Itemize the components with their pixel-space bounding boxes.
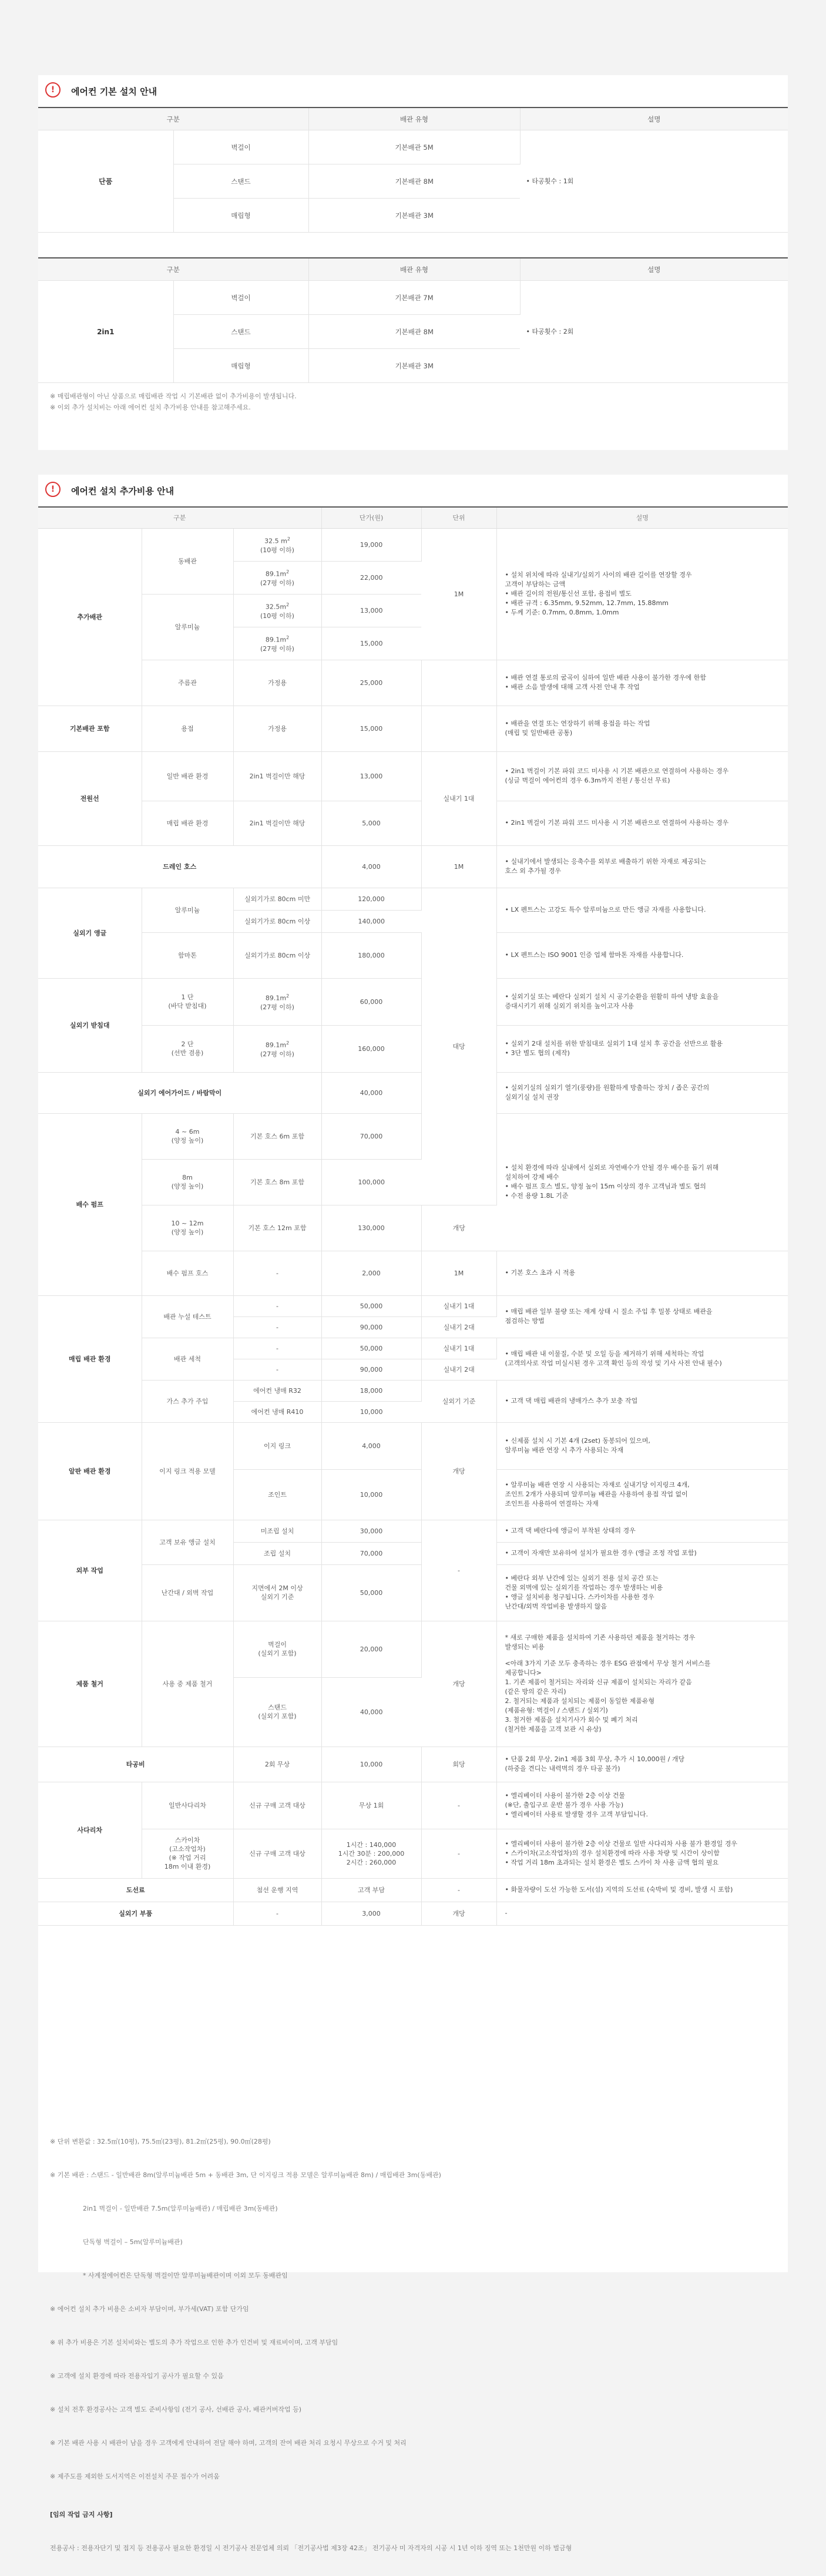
spec-cell: 이지 링크 <box>233 1422 321 1469</box>
price-cell: 고객 부담 <box>321 1878 421 1902</box>
note: ※ 위 추가 비용은 기본 설치비와는 별도의 추가 작업으로 인한 추가 인건비 및 재료비이며, 고객 부담임 <box>50 2339 338 2346</box>
spec-cell: 실외기가로 80cm 이상 <box>233 932 321 978</box>
row-head: 실외기 에어가이드 / 바람막이 <box>38 1072 321 1113</box>
desc-cell: • 고객 댁 매립 배관의 냉매가스 추가 보충 작업 <box>496 1380 788 1422</box>
price-cell: 90,000 <box>321 1316 421 1338</box>
pipe-cell: 기본배관 3M <box>308 349 520 383</box>
price-cell: 15,000 <box>321 627 421 660</box>
price-cell: 10,000 <box>321 1747 421 1782</box>
row-head: 타공비 <box>38 1747 233 1782</box>
spec-cell: 실외기가로 80cm 이상 <box>233 910 321 932</box>
header-pipe-type: 배관 유형 <box>308 258 520 281</box>
basic-install-title: 에어컨 기본 설치 안내 <box>71 86 157 97</box>
desc-cell: • 설치 위치에 따라 실내기/실외기 사이의 배관 길이를 연장할 경우 고객이 부담하는 금액 • 배관 길이의 전원/통신선 포함, 용접비 별도 • 배관 규격 : 6.35mm, 9.52mm, 12.7mm, 15.88mm • 두께 기준: 0.7mm, 0.8mm, 1.0mm <box>496 528 788 660</box>
spec-cell: - <box>233 1316 321 1338</box>
pipe-cell: 기본배관 5M <box>308 130 520 164</box>
row-head: 배수 펌프 <box>38 1113 142 1295</box>
sub-head: 8m (양정 높이) <box>142 1159 233 1205</box>
desc-cell: • 고객 댁 베란다에 앵글이 부착된 상태의 경우 <box>496 1520 788 1542</box>
note: ※ 제주도를 제외한 도서지역은 이전설치 주문 접수가 어려움 <box>50 2473 220 2480</box>
category-single: 단품 <box>38 130 173 233</box>
additional-cost-header <box>38 475 788 507</box>
note: ※ 기본 배관 사용 시 배관이 남을 경우 고객에게 안내하여 전달 해야 하며, 고객의 잔여 배관 처리 요청시 무상으로 수거 및 처리 <box>50 2439 407 2447</box>
sub-head: 배관 누설 테스트 <box>142 1295 233 1338</box>
desc-cell: • 화물자량이 도선 가능한 도서(섬) 지역의 도선료 (숙박비 및 경비, 발생 시 포함) <box>496 1878 788 1902</box>
pipe-cell: 기본배관 3M <box>308 199 520 233</box>
price-cell: 180,000 <box>321 932 421 978</box>
price-cell: 120,000 <box>321 888 421 910</box>
spec-cell: 첨선 운행 지역 <box>233 1878 321 1902</box>
price-cell: 10,000 <box>321 1469 421 1520</box>
price-cell: 160,000 <box>321 1025 421 1072</box>
row-head: 외부 작업 <box>38 1520 142 1621</box>
spec-cell: 지면에서 2M 이상 실외기 기준 <box>233 1564 321 1621</box>
sub-head: 알루미늄 <box>142 594 233 660</box>
unit-cell: - <box>421 1878 496 1902</box>
spec-cell: 미조립 설치 <box>233 1520 321 1542</box>
additional-cost-card <box>38 475 788 2552</box>
desc-cell: • 단품 2회 무상, 2in1 제품 3회 무상, 추가 시 10,000원 / 개당 (하중을 견디는 내력벽의 경우 타공 불가) <box>496 1747 788 1782</box>
price-cell: 4,000 <box>321 845 421 888</box>
desc-cell: • LX 펜트스는 고강도 특수 알루미늄으로 만든 앵글 자재를 사용합니다. <box>496 888 788 932</box>
sub-head: 스카이차 (고소작업차) (※ 작업 거리 18m 이내 환경) <box>142 1829 233 1878</box>
note: ※ 단위 변환값 : 32.5㎡(10평), 75.5㎡(23평), 81.2㎡(25평), 90.0㎡(28평) <box>50 2138 271 2145</box>
price-cell: 40,000 <box>321 1072 421 1113</box>
basic-install-notes <box>50 391 297 413</box>
unit-cell <box>421 660 496 706</box>
row-head: 전원선 <box>38 751 142 845</box>
price-cell: 30,000 <box>321 1520 421 1542</box>
desc-cell: • 2in1 벽걸이 기본 파워 코드 미사용 시 기본 배관으로 연결하여 사용하는 경우 <box>496 801 788 845</box>
price-cell: 100,000 <box>321 1159 421 1205</box>
unit-cell: - <box>421 1520 496 1621</box>
type-cell: 벽걸이 <box>173 130 308 164</box>
spec-cell: 32.5 $m^2$ (10평 이하) <box>233 528 321 561</box>
row-head: 드레인 호스 <box>38 845 321 888</box>
sub-head: 10 ~ 12m (양정 높이) <box>142 1205 233 1251</box>
spec-cell: 실외기가로 80cm 미만 <box>233 888 321 910</box>
price-cell: 70,000 <box>321 1113 421 1159</box>
desc-cell: • 고객이 자재만 보유하여 설치가 필요한 경우 (앵글 조정 작업 포함) <box>496 1542 788 1564</box>
spec-cell: $89.1m^2$ (27평 이하) <box>233 1025 321 1072</box>
sub-head: 매립 배관 환경 <box>142 801 233 845</box>
row-head: 제품 철거 <box>38 1621 142 1747</box>
desc-cell: • 기본 호스 초과 시 적용 <box>496 1251 788 1295</box>
type-cell: 벽걸이 <box>173 281 308 315</box>
desc-cell: • 매립 배관 일부 불량 또는 재계 상태 시 질소 주입 후 밀봉 상태로 배관을 점검하는 방법 <box>496 1295 788 1338</box>
unit-cell: 개당 <box>421 1422 496 1520</box>
spec-cell: 스탠드 (실외기 포함) <box>233 1677 321 1747</box>
price-cell: 13,000 <box>321 594 421 627</box>
unit-cell: 실내기 1대 <box>421 1338 496 1359</box>
desc-cell: - <box>496 1902 788 1925</box>
note: * 사계절에어컨은 단독형 벽걸이만 알루미늄배관이며 이외 모두 동배관임 <box>50 2272 288 2279</box>
unit-cell: 실내기 1대 <box>421 1295 496 1316</box>
sub-head: 일반 배관 환경 <box>142 751 233 801</box>
price-cell: 10,000 <box>321 1401 421 1422</box>
basic-install-header <box>38 75 788 108</box>
spec-cell: 기본 호스 12m 포함 <box>233 1205 321 1251</box>
spec-cell: - <box>233 1338 321 1359</box>
price-cell: 50,000 <box>321 1338 421 1359</box>
desc-cell: • LX 펜트스는 ISO 9001 인증 업체 함마톤 자재를 사용합니다. <box>496 932 788 978</box>
row-head: 실외기 부품 <box>38 1902 233 1925</box>
pipe-cell: 기본배관 8M <box>308 164 520 199</box>
unit-cell: - <box>421 1782 496 1829</box>
row-head: 실외기 받침대 <box>38 978 142 1072</box>
price-cell: 4,000 <box>321 1422 421 1469</box>
basic-install-table-2in1 <box>38 257 788 383</box>
desc-cell: • 실외기 2대 설치를 위한 받침대로 실외기 1대 설치 후 공간을 선반으로 활용 • 3단 별도 협의 (제작) <box>496 1025 788 1072</box>
alert-circle-icon: ! <box>45 482 61 497</box>
sub-head: 함마톤 <box>142 932 233 978</box>
spec-cell: 2in1 벽걸이만 해당 <box>233 801 321 845</box>
note: ※ 고객에 설치 환경에 따라 전용자입기 공사가 필요할 수 있음 <box>50 2372 224 2380</box>
type-cell: 매립형 <box>173 349 308 383</box>
desc-cell: • 베란다 외부 난간에 있는 실외기 전용 설치 공간 또는 건물 외벽에 있는 실외기를 작업하는 경우 발생하는 비용 • 앵글 설치비용 청구됩니다. 스카이차를 사용한 경우 난간대/외벽 작업비용 발생하지 않음 <box>496 1564 788 1621</box>
spec-cell: 기본 호스 6m 포함 <box>233 1113 321 1159</box>
price-cell: 무상 1회 <box>321 1782 421 1829</box>
price-cell: 130,000 <box>321 1205 421 1251</box>
desc-cell: * 새로 구매한 제품을 설치하여 기존 사용하던 제품을 철거하는 경우 발생되는 비용 <아래 3가지 기준 모두 충족하는 경우 ESG 관점에서 무상 철거 서비스를 제공합니다> 1. 기존 제품이 철거되는 자리와 신규 제품이 설치되는 자리가 같음 (같은 방의 같은 자리) 2. 철거되는 제품과 설치되는 제품이 동일한 제품유형 (제품유형: 벽걸이 / 스탠드 / 실외기) 3. 철거한 제품을 설치기사가 회수 및 폐기 처리 (철거한 제품을 고객 보관 시 유상) <box>496 1621 788 1747</box>
alert-circle-icon: ! <box>45 82 61 98</box>
price-cell: 5,000 <box>321 801 421 845</box>
desc-cell: • 2in1 벽걸이 기본 파워 코드 미사용 시 기본 배관으로 연결하여 사용하는 경우 (싱글 벽걸이 에어컨의 경우 6.3m까지 전원 / 통신선 무료) <box>496 751 788 801</box>
spec-cell: 2회 무상 <box>233 1747 321 1782</box>
price-cell: 50,000 <box>321 1295 421 1316</box>
unit-cell: 실외기 기준 <box>421 1380 496 1422</box>
desc-cell: • 엘리베이터 사용이 불가한 2층 이상 건물 (※단, 출입구로 운반 불가 경우 사용 가능) • 엘리베이터 사용료 발생할 경우 고객 부담입니다. <box>496 1782 788 1829</box>
basic-install-table-single <box>38 107 788 233</box>
spec-cell: 기본 호스 8m 포함 <box>233 1159 321 1205</box>
desc-cell: • 실외기실 또는 베란다 실외기 설치 시 공기순환을 원활히 하여 냉방 효율을 증대시키기 위해 실외기 위치를 높이고자 사용 <box>496 978 788 1025</box>
price-cell: 15,000 <box>321 706 421 751</box>
spec-cell: 2in1 벽걸이만 해당 <box>233 751 321 801</box>
sub-head: 배관 세척 <box>142 1338 233 1380</box>
unit-cell: 실내기 2대 <box>421 1359 496 1380</box>
price-cell: 19,000 <box>321 528 421 561</box>
header-description: 설명 <box>496 507 788 528</box>
spec-cell: 신규 구매 고객 대상 <box>233 1782 321 1829</box>
additional-cost-table <box>38 506 788 1926</box>
price-cell: 60,000 <box>321 978 421 1025</box>
price-cell: 1시간 : 140,000 1시간 30분 : 200,000 2시간 : 260,000 <box>321 1829 421 1878</box>
desc-cell: • 신제품 설치 시 기본 4개 (2set) 동봉되어 있으며, 알루미늄 배관 연장 시 추가 사용되는 자재 <box>496 1422 788 1469</box>
additional-cost-title: 에어컨 설치 추가비용 안내 <box>71 486 174 496</box>
sub-head: 1 단 (바닥 받침대) <box>142 978 233 1025</box>
spec-cell: $89.1m^2$ (27평 이하) <box>233 561 321 594</box>
unit-cell: 개당 <box>421 1205 496 1251</box>
spec-cell: - <box>233 1251 321 1295</box>
note: ※ 설치 전후 환경공사는 고객 별도 준비사항임 (전기 공사, 선배관 공사, 배관커버작업 등) <box>50 2406 302 2413</box>
row-head: 도선료 <box>38 1878 233 1902</box>
price-cell: 2,000 <box>321 1251 421 1295</box>
price-cell: 18,000 <box>321 1380 421 1401</box>
sub-head: 용접 <box>142 706 233 751</box>
desc-cell: • 실내기에서 발생되는 응축수를 외부로 배출하기 위한 자재로 제공되는 호스 외 추가될 경우 <box>496 845 788 888</box>
sub-head: 4 ~ 6m (양정 높이) <box>142 1113 233 1159</box>
spec-cell: 에어컨 냉매 R32 <box>233 1380 321 1401</box>
spec-cell: 신규 구매 고객 대상 <box>233 1829 321 1878</box>
note-heading: [임의 작업 금지 사항] <box>50 2511 113 2518</box>
spec-cell: 조립 설치 <box>233 1542 321 1564</box>
sub-head: 일반사다리차 <box>142 1782 233 1829</box>
note: 단독형 벽걸이 – 5m(알루미늄배관) <box>50 2238 183 2246</box>
unit-cell: 실내기 1대 <box>421 751 496 845</box>
sub-head: 사용 중 제품 철거 <box>142 1621 233 1747</box>
desc-cell: • 실외기실의 실외기 열기(풍량)를 원활하게 방출하는 장치 / 좁은 공간의 실외기실 설치 권장 <box>496 1072 788 1113</box>
sub-head: 동배관 <box>142 528 233 594</box>
row-head: 기본배관 포함 <box>38 706 142 751</box>
spec-cell: $89.1m^2$ (27평 이하) <box>233 978 321 1025</box>
spec-cell: - <box>233 1902 321 1925</box>
header-category: 구분 <box>38 507 321 528</box>
pipe-cell: 기본배관 7M <box>308 281 520 315</box>
sub-head: 이지 링크 적용 모델 <box>142 1422 233 1520</box>
desc-cell: • 엘리베이터 사용이 불가한 2층 이상 건물로 일반 사다리차 사용 불가 환경일 경우 • 스카이차(고소작업차)의 경우 설치환경에 따라 사용 차량 및 시간이 상이함 • 작업 거리 18m 초과되는 설치 환경은 별도 스카이 차 사용 금액 협의 필요 <box>496 1829 788 1878</box>
header-price: 단가(원) <box>321 507 421 528</box>
basic-install-card <box>38 75 788 450</box>
note: 전용공사 : 전용자단기 및 접지 등 전용공사 필요한 환경일 시 전기공사 전문업체 의뢰 「전기공사법 제3장 42조」 전기공사 미 자격자의 시공 시 1년 이하 징역 또는 1천만원 이하 벌금형 <box>50 2544 572 2552</box>
desc-cell: • 설치 환경에 따라 실내에서 실외로 자연배수가 안될 경우 배수를 돕기 위해 설치하여 강제 배수 • 배수 펌프 호스 별도, 양정 높이 15m 이상의 경우 고객님과 별도 협의 • 수전 용량 1.8L 기준 <box>496 1113 788 1251</box>
row-head: 실외기 앵글 <box>38 888 142 978</box>
price-cell: 70,000 <box>321 1542 421 1564</box>
category-2in1: 2in1 <box>38 281 173 383</box>
spec-cell: - <box>233 1295 321 1316</box>
spec-cell: $32.5m^2$ (10평 이하) <box>233 594 321 627</box>
type-cell: 스탠드 <box>173 164 308 199</box>
unit-cell: 대당 <box>421 888 496 1205</box>
header-description: 설명 <box>520 258 788 281</box>
spec-cell: 조인트 <box>233 1469 321 1520</box>
sub-head: 알루미늄 <box>142 888 233 932</box>
sub-head: 2 단 (선반 겸용) <box>142 1025 233 1072</box>
note: ※ 에어컨 설치 추가 비용은 소비자 부담이며, 부가세(VAT) 포함 단가임 <box>50 2305 249 2313</box>
spec-cell: 가정용 <box>233 660 321 706</box>
price-cell: 3,000 <box>321 1902 421 1925</box>
note: ※ 기본 배관 : 스탠드 - 일반배관 8m(알루미늄배관 5m + 동배관 3m, 단 이지링크 적용 모델은 알루미늄배관 8m) / 매립배관 3m(동배관) <box>50 2171 441 2179</box>
sub-head: 주름관 <box>142 660 233 706</box>
pipe-cell: 기본배관 8M <box>308 315 520 349</box>
note: 2in1 벽걸이 - 일반배관 7.5m(알루미늄배관) / 매립배관 3m(동배관) <box>50 2205 278 2212</box>
unit-cell: 실내기 2대 <box>421 1316 496 1338</box>
sub-head: 난간대 / 외벽 작업 <box>142 1564 233 1621</box>
sub-head: 가스 추가 주입 <box>142 1380 233 1422</box>
price-cell: 40,000 <box>321 1677 421 1747</box>
desc-cell: • 알루미늄 배관 연장 시 사용되는 자재로 실내기당 이지링크 4개, 조인트 2개가 사용되며 알루미늄 배관을 사용하여 용접 작업 없이 조인트를 사용하여 연결하는 자재 <box>496 1469 788 1520</box>
desc-cell: • 매립 배관 내 이물질, 수분 및 오일 등을 제거하기 위해 세척하는 작업 (고객의사로 작업 미실시된 경우 고객 확인 등의 작성 및 기사 사전 안내 필수) <box>496 1338 788 1380</box>
type-cell: 스탠드 <box>173 315 308 349</box>
spec-cell: - <box>233 1359 321 1380</box>
header-pipe-type: 배관 유형 <box>308 108 520 130</box>
unit-cell <box>421 706 496 751</box>
unit-cell: 1M <box>421 528 496 660</box>
spec-cell: 에어컨 냉매 R410 <box>233 1401 321 1422</box>
header-category: 구분 <box>38 108 308 130</box>
note: ※ 매립배관형이 아닌 상품으로 매립배관 작업 시 기본배관 없이 추가비용이 발생됩니다. <box>50 392 297 400</box>
row-head: 사다리차 <box>38 1782 142 1878</box>
spec-cell: 가정용 <box>233 706 321 751</box>
unit-cell: - <box>421 1829 496 1878</box>
row-head: 추가배관 <box>38 528 142 706</box>
sub-head: 고객 보유 앵글 설치 <box>142 1520 233 1564</box>
row-head: 알판 배관 환경 <box>38 1422 142 1520</box>
desc-cell: • 배관 연결 통로의 굴곡이 심하여 일반 배관 사용이 불가한 경우에 한함 • 배관 소음 발생에 대해 고객 사전 안내 후 작업 <box>496 660 788 706</box>
price-cell: 22,000 <box>321 561 421 594</box>
spec-cell: 벽걸이 (실외기 포함) <box>233 1621 321 1677</box>
note: ※ 이외 추가 설치비는 아래 에어컨 설치 추가비용 안내를 참고해주세요. <box>50 404 251 411</box>
price-cell: 25,000 <box>321 660 421 706</box>
header-description: 설명 <box>520 108 788 130</box>
spec-cell: $89.1m^2$ (27평 이하) <box>233 627 321 660</box>
header-category: 구분 <box>38 258 308 281</box>
price-cell: 13,000 <box>321 751 421 801</box>
additional-cost-notes <box>50 2114 778 2576</box>
desc-cell: • 타공횟수 : 2회 <box>520 281 788 383</box>
row-head: 매립 배관 환경 <box>38 1295 142 1422</box>
price-cell: 140,000 <box>321 910 421 932</box>
unit-cell: 회당 <box>421 1747 496 1782</box>
header-unit: 단위 <box>421 507 496 528</box>
type-cell: 매립형 <box>173 199 308 233</box>
desc-cell: • 타공횟수 : 1회 <box>520 130 788 233</box>
price-cell: 90,000 <box>321 1359 421 1380</box>
unit-cell: 1M <box>421 1251 496 1295</box>
unit-cell: 1M <box>421 845 496 888</box>
price-cell: 50,000 <box>321 1564 421 1621</box>
desc-cell: • 배관을 연결 또는 연장하기 위해 용접을 하는 작업 (매립 및 일반배관 공통) <box>496 706 788 751</box>
price-cell: 20,000 <box>321 1621 421 1677</box>
unit-cell: 개당 <box>421 1902 496 1925</box>
sub-head: 배수 펌프 호스 <box>142 1251 233 1295</box>
unit-cell: 개당 <box>421 1621 496 1747</box>
